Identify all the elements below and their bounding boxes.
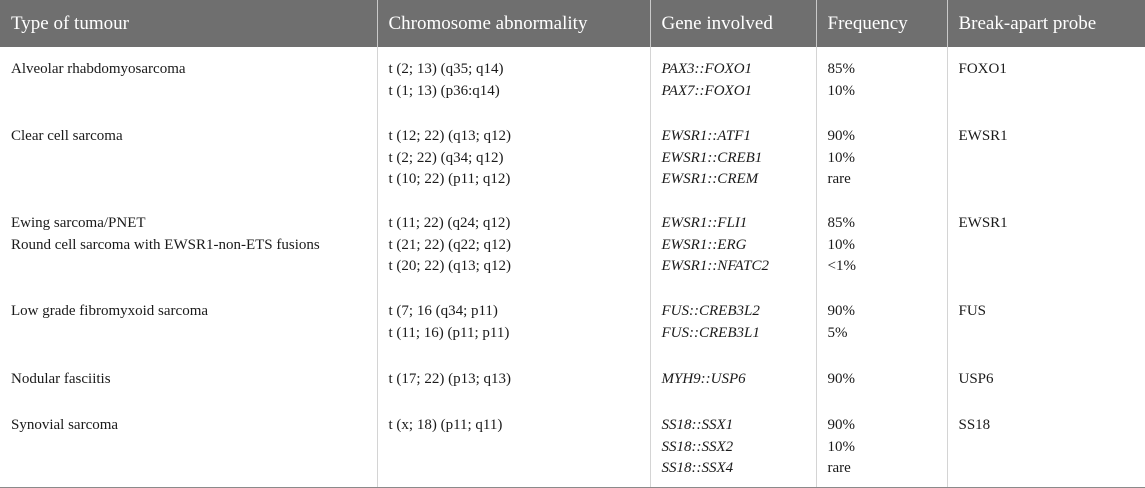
gene-fusion: EWSR1::CREM — [662, 169, 816, 191]
chromosome-cell — [377, 357, 650, 403]
gene-fusion: EWSR1::CREB1 — [662, 148, 816, 170]
chromosome-abnormality: t (1; 13) (p36:q14) — [389, 81, 650, 103]
chromosome-abnormality: t (2; 22) (q34; q12) — [389, 148, 650, 170]
probe-cell — [947, 403, 1145, 488]
chromosome-abnormality: t (7; 16 (q34; p11) — [389, 301, 650, 323]
tumour-name: Low grade fibromyxoid sarcoma — [11, 301, 377, 323]
tumour-name: Round cell sarcoma with EWSR1-non-ETS fusions — [11, 235, 377, 257]
tumour-name: Nodular fasciitis — [11, 369, 377, 391]
table-header — [0, 0, 1145, 47]
gene-fusion: PAX3::FOXO1 — [662, 59, 816, 81]
chromosome-abnormality: t (12; 22) (q13; q12) — [389, 126, 650, 148]
chromosome-abnormality: t (11; 22) (q24; q12) — [389, 213, 650, 235]
probe-name: FOXO1 — [959, 59, 1145, 81]
frequency-value: 10% — [828, 148, 947, 170]
chromosome-cell — [377, 47, 650, 114]
frequency-cell — [816, 47, 947, 114]
frequency-cell — [816, 357, 947, 403]
header-gene-involved: Gene involved — [650, 0, 816, 47]
chromosome-abnormality: t (21; 22) (q22; q12) — [389, 235, 650, 257]
tumour-cell — [0, 47, 377, 114]
frequency-value: 10% — [828, 437, 947, 459]
tumour-cell — [0, 114, 377, 201]
gene-fusion: SS18::SSX4 — [662, 458, 816, 480]
gene-fusion: EWSR1::ATF1 — [662, 126, 816, 148]
gene-cell — [650, 357, 816, 403]
chromosome-cell — [377, 114, 650, 201]
frequency-value: 90% — [828, 369, 947, 391]
tumour-name: Clear cell sarcoma — [11, 126, 377, 148]
tumour-cell — [0, 289, 377, 357]
frequency-value: 10% — [828, 81, 947, 103]
frequency-value: rare — [828, 169, 947, 191]
table-row — [0, 201, 1145, 289]
gene-cell — [650, 201, 816, 289]
header-break-apart-probe: Break-apart probe — [947, 0, 1145, 47]
chromosome-abnormality: t (x; 18) (p11; q11) — [389, 415, 650, 437]
gene-fusion: SS18::SSX2 — [662, 437, 816, 459]
probe-name: EWSR1 — [959, 213, 1145, 235]
frequency-value: 10% — [828, 235, 947, 257]
tumour-cell — [0, 357, 377, 403]
tumour-name: Synovial sarcoma — [11, 415, 377, 437]
header-type-of-tumour: Type of tumour — [0, 0, 377, 47]
probe-cell — [947, 289, 1145, 357]
chromosome-abnormality: t (2; 13) (q35; q14) — [389, 59, 650, 81]
gene-cell — [650, 47, 816, 114]
frequency-value: rare — [828, 458, 947, 480]
frequency-value: 90% — [828, 415, 947, 437]
chromosome-abnormality: t (20; 22) (q13; q12) — [389, 256, 650, 278]
gene-fusion: EWSR1::NFATC2 — [662, 256, 816, 278]
frequency-cell — [816, 403, 947, 488]
probe-cell — [947, 357, 1145, 403]
table-body — [0, 47, 1145, 488]
gene-cell — [650, 289, 816, 357]
tumour-cell — [0, 403, 377, 488]
frequency-cell — [816, 114, 947, 201]
probe-name: USP6 — [959, 369, 1145, 391]
probe-cell — [947, 47, 1145, 114]
probe-name: SS18 — [959, 415, 1145, 437]
gene-fusion: EWSR1::FLI1 — [662, 213, 816, 235]
table-row — [0, 114, 1145, 201]
gene-fusion: FUS::CREB3L1 — [662, 323, 816, 345]
header-frequency: Frequency — [816, 0, 947, 47]
table-row — [0, 403, 1145, 488]
tumour-cell — [0, 201, 377, 289]
table-row — [0, 357, 1145, 403]
frequency-cell — [816, 201, 947, 289]
gene-cell — [650, 114, 816, 201]
probe-cell — [947, 201, 1145, 289]
tumour-name: Alveolar rhabdomyosarcoma — [11, 59, 377, 81]
frequency-cell — [816, 289, 947, 357]
frequency-value: <1% — [828, 256, 947, 278]
chromosome-cell — [377, 403, 650, 488]
frequency-value: 5% — [828, 323, 947, 345]
gene-fusion: FUS::CREB3L2 — [662, 301, 816, 323]
gene-fusion: MYH9::USP6 — [662, 369, 816, 391]
gene-fusion: SS18::SSX1 — [662, 415, 816, 437]
probe-name: FUS — [959, 301, 1145, 323]
chromosome-abnormality: t (11; 16) (p11; p11) — [389, 323, 650, 345]
chromosome-abnormality: t (10; 22) (p11; q12) — [389, 169, 650, 191]
header-row — [0, 0, 1145, 47]
header-chromosome-abnormality: Chromosome abnormality — [377, 0, 650, 47]
table-row — [0, 289, 1145, 357]
gene-fusion: PAX7::FOXO1 — [662, 81, 816, 103]
gene-cell — [650, 403, 816, 488]
probe-cell — [947, 114, 1145, 201]
frequency-value: 90% — [828, 126, 947, 148]
frequency-value: 90% — [828, 301, 947, 323]
chromosome-cell — [377, 201, 650, 289]
gene-fusion: EWSR1::ERG — [662, 235, 816, 257]
frequency-value: 85% — [828, 59, 947, 81]
table-row — [0, 47, 1145, 114]
probe-name: EWSR1 — [959, 126, 1145, 148]
frequency-value: 85% — [828, 213, 947, 235]
chromosome-cell — [377, 289, 650, 357]
tumour-name: Ewing sarcoma/PNET — [11, 213, 377, 235]
chromosome-abnormality: t (17; 22) (p13; q13) — [389, 369, 650, 391]
